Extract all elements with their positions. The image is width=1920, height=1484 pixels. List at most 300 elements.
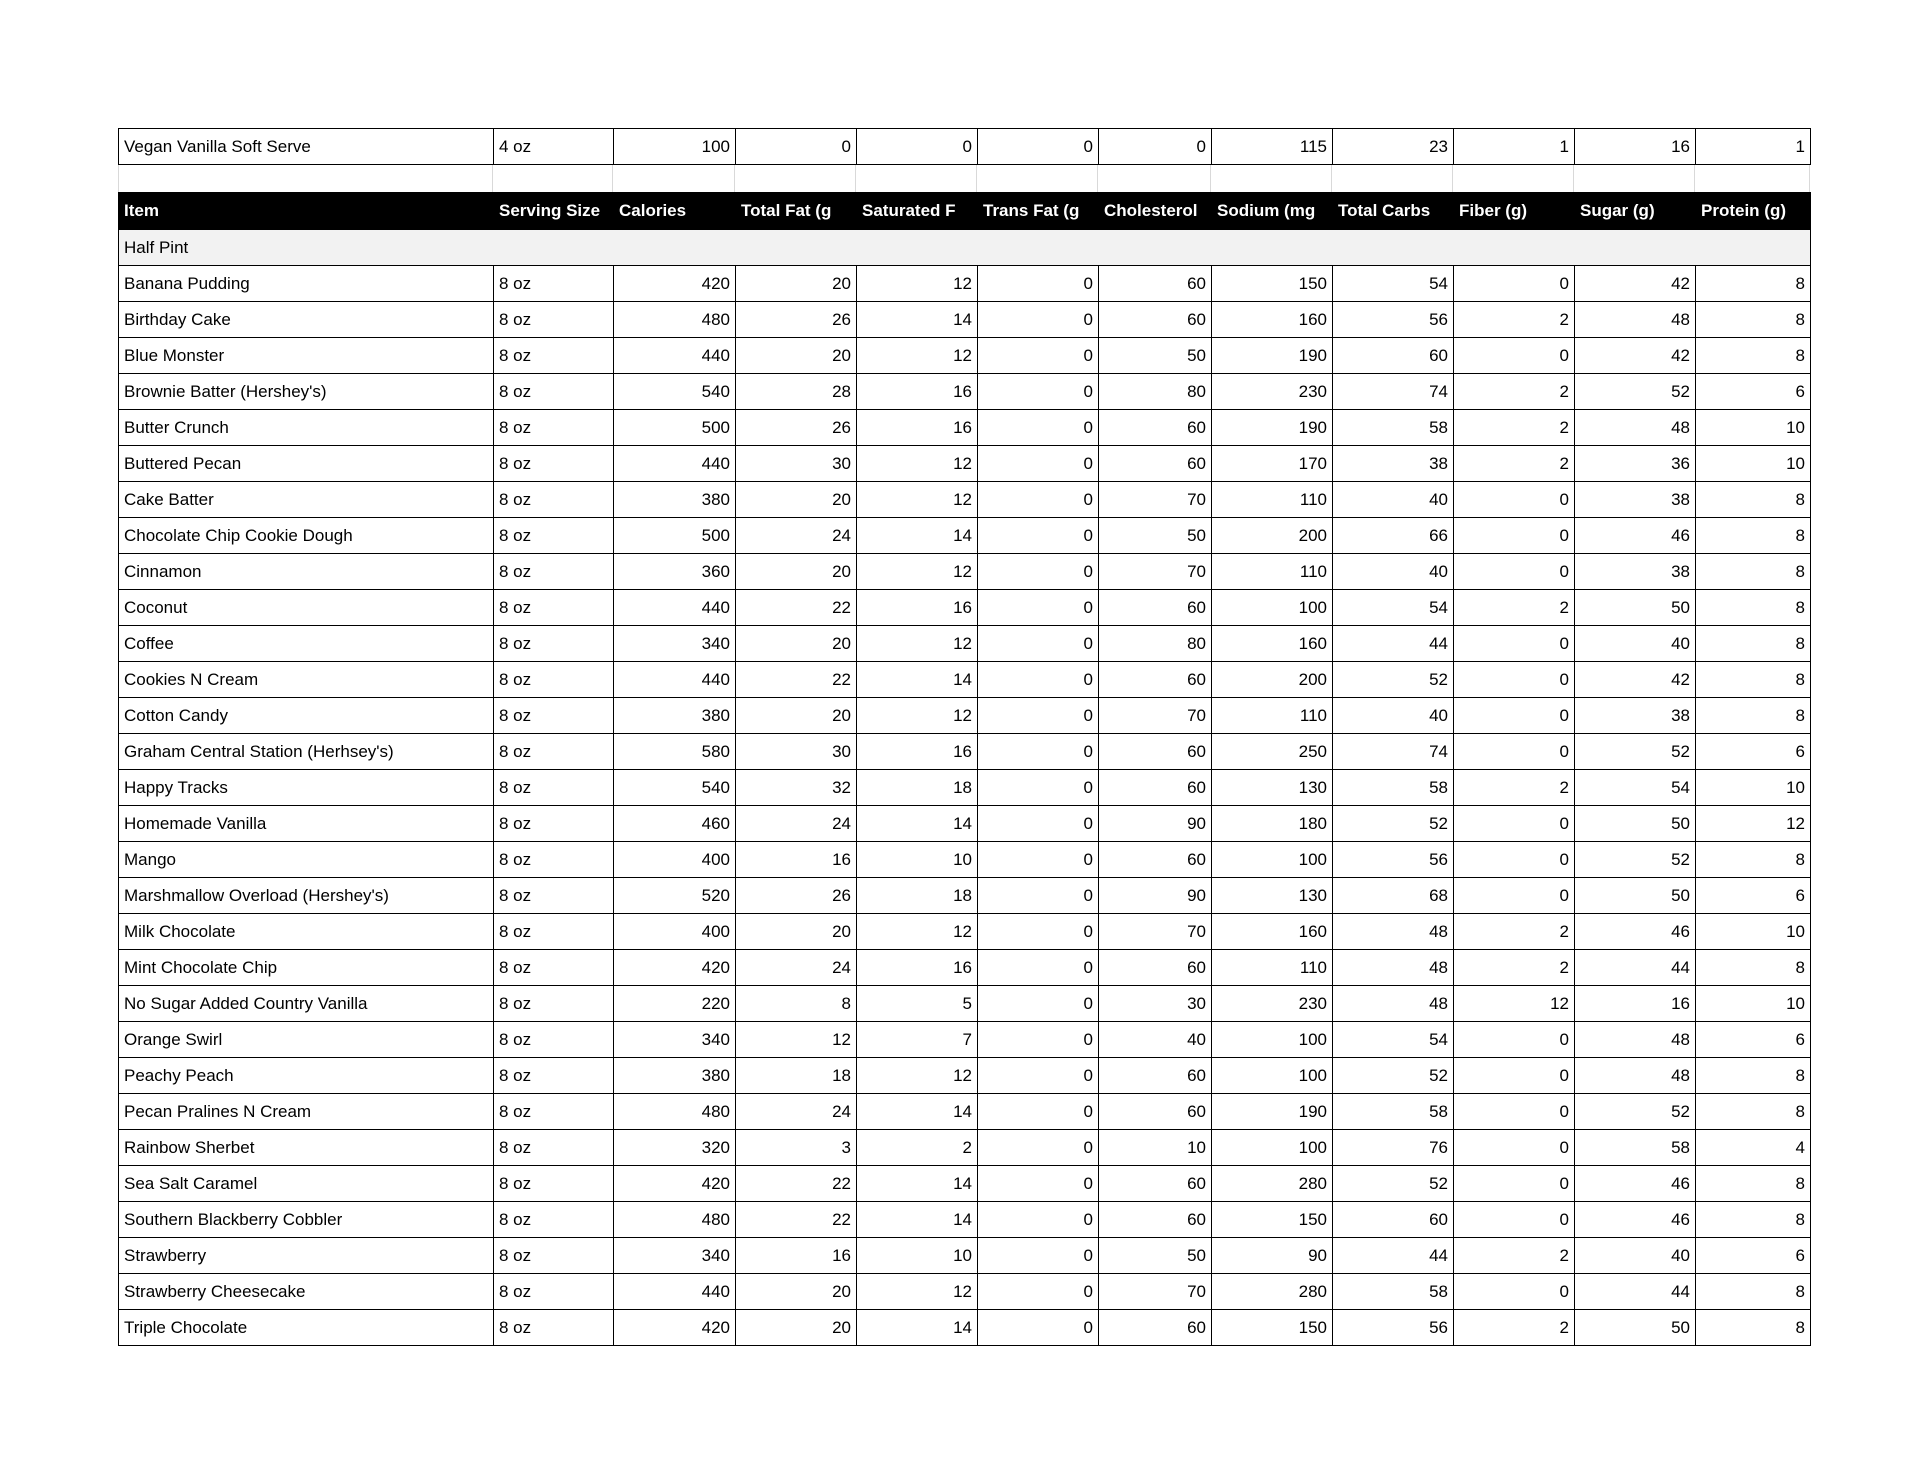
cell: 56 [1333,1310,1454,1346]
table-row [119,410,1811,446]
cell: 8 oz [494,950,614,986]
cell: Strawberry Cheesecake [119,1274,494,1310]
cell: 48 [1575,1022,1696,1058]
cell: 16 [736,842,857,878]
cell: 2 [1454,302,1575,338]
cell: 0 [1454,1274,1575,1310]
cell: 22 [736,1166,857,1202]
cell: 8 [1696,842,1811,878]
cell: 8 [1696,662,1811,698]
cell: 0 [978,1202,1099,1238]
cell: 0 [978,518,1099,554]
cell: 500 [614,410,736,446]
nutrition-table-body [119,193,1811,1346]
cell: 0 [978,734,1099,770]
column-header: Sugar (g) [1575,193,1696,230]
cell: 500 [614,518,736,554]
cell: 440 [614,338,736,374]
cell: 60 [1099,842,1212,878]
cell: Blue Monster [119,338,494,374]
cell: Brownie Batter (Hershey's) [119,374,494,410]
cell: 44 [1333,1238,1454,1274]
cell: 6 [1696,1022,1811,1058]
cell: 38 [1575,554,1696,590]
cell: 60 [1099,410,1212,446]
cell: Strawberry [119,1238,494,1274]
table-row [119,950,1811,986]
table-row [119,446,1811,482]
gap-cell [977,165,1098,192]
cell: 0 [1454,842,1575,878]
cell: 70 [1099,554,1212,590]
column-header: Protein (g) [1696,193,1811,230]
cell: 100 [1212,1130,1333,1166]
cell: 30 [1099,986,1212,1022]
cell: 0 [978,338,1099,374]
cell: 480 [614,1202,736,1238]
table-row [119,770,1811,806]
cell: 52 [1333,1058,1454,1094]
cell: 58 [1333,770,1454,806]
cell: 8 oz [494,410,614,446]
cell: 58 [1575,1130,1696,1166]
cell: 8 oz [494,1058,614,1094]
cell: 0 [1454,806,1575,842]
cell: 46 [1575,1166,1696,1202]
cell: 8 oz [494,734,614,770]
cell: 20 [736,698,857,734]
cell: 14 [857,662,978,698]
cell: 68 [1333,878,1454,914]
cell: 0 [978,482,1099,518]
gap-cell [493,165,613,192]
cell: 190 [1212,1094,1333,1130]
cell: 100 [614,129,736,165]
cell: 280 [1212,1166,1333,1202]
cell: Vegan Vanilla Soft Serve [119,129,494,165]
cell: 20 [736,482,857,518]
cell: 8 [1696,590,1811,626]
cell: 60 [1099,950,1212,986]
cell: 0 [978,1310,1099,1346]
cell: 170 [1212,446,1333,482]
cell: 8 [1696,482,1811,518]
cell: 2 [1454,590,1575,626]
cell: 0 [978,698,1099,734]
cell: 8 oz [494,1274,614,1310]
cell: 440 [614,590,736,626]
cell: 12 [857,626,978,662]
cell: 150 [1212,1310,1333,1346]
cell: 70 [1099,482,1212,518]
gap-cell [118,165,493,192]
cell: 14 [857,806,978,842]
cell: 160 [1212,914,1333,950]
cell: 380 [614,1058,736,1094]
cell: 12 [857,698,978,734]
cell: 52 [1575,1094,1696,1130]
cell: 7 [857,1022,978,1058]
cell: 2 [1454,770,1575,806]
cell: 8 [1696,554,1811,590]
cell: 60 [1333,1202,1454,1238]
cell: 54 [1333,590,1454,626]
cell: 20 [736,554,857,590]
cell: 8 oz [494,266,614,302]
cell: 110 [1212,950,1333,986]
cell: 340 [614,1238,736,1274]
cell: 48 [1333,914,1454,950]
cell: 0 [978,626,1099,662]
cell: 0 [978,374,1099,410]
cell: 58 [1333,1094,1454,1130]
cell: 230 [1212,986,1333,1022]
cell: 60 [1099,302,1212,338]
gap-cell [1453,165,1574,192]
cell: No Sugar Added Country Vanilla [119,986,494,1022]
cell: 48 [1333,950,1454,986]
table-row [119,129,1811,165]
cell: 480 [614,1094,736,1130]
cell: 12 [857,1058,978,1094]
cell: 8 oz [494,878,614,914]
table-row [119,986,1811,1022]
column-header: Sodium (mg [1212,193,1333,230]
gap-row [118,165,1811,192]
cell: 50 [1575,590,1696,626]
cell: 70 [1099,914,1212,950]
cell: Buttered Pecan [119,446,494,482]
cell: 420 [614,1166,736,1202]
cell: 8 oz [494,1238,614,1274]
cell: 130 [1212,878,1333,914]
cell: 1 [1696,129,1811,165]
table-row [119,626,1811,662]
cell: 0 [978,986,1099,1022]
cell: 23 [1333,129,1454,165]
cell: 12 [857,914,978,950]
cell: 20 [736,1310,857,1346]
header-row [119,193,1811,230]
cell: 50 [1099,1238,1212,1274]
cell: 22 [736,662,857,698]
cell: Chocolate Chip Cookie Dough [119,518,494,554]
cell: 8 [1696,302,1811,338]
gap-cell [1211,165,1332,192]
gap-cell [1098,165,1211,192]
cell: 0 [1454,554,1575,590]
cell: 100 [1212,590,1333,626]
cell: 42 [1575,662,1696,698]
cell: Birthday Cake [119,302,494,338]
cell: 2 [1454,446,1575,482]
cell: 40 [1333,482,1454,518]
cell: 44 [1333,626,1454,662]
table-row [119,842,1811,878]
cell: 0 [1454,878,1575,914]
gap-cell [1332,165,1453,192]
cell: 420 [614,950,736,986]
cell: 4 oz [494,129,614,165]
cell: 52 [1575,734,1696,770]
cell: 16 [1575,986,1696,1022]
cell: 50 [1099,338,1212,374]
cell: 10 [1696,446,1811,482]
cell: 150 [1212,266,1333,302]
cell: 0 [978,554,1099,590]
cell: 2 [1454,410,1575,446]
cell: 60 [1099,770,1212,806]
cell: 60 [1333,338,1454,374]
cell: 50 [1575,806,1696,842]
gap-cell [613,165,735,192]
cell: 60 [1099,734,1212,770]
cell: 10 [1696,410,1811,446]
column-header: Item [119,193,494,230]
cell: Sea Salt Caramel [119,1166,494,1202]
cell: 250 [1212,734,1333,770]
cell: 14 [857,1310,978,1346]
cell: 150 [1212,1202,1333,1238]
cell: 60 [1099,590,1212,626]
cell: 190 [1212,338,1333,374]
cell: 0 [1454,626,1575,662]
cell: 420 [614,1310,736,1346]
cell: 70 [1099,698,1212,734]
cell: 230 [1212,374,1333,410]
cell: 38 [1333,446,1454,482]
cell: 8 [1696,1094,1811,1130]
cell: 30 [736,446,857,482]
cell: 48 [1575,1058,1696,1094]
cell: Milk Chocolate [119,914,494,950]
column-header: Total Carbs [1333,193,1454,230]
cell: Cinnamon [119,554,494,590]
cell: 18 [736,1058,857,1094]
cell: 20 [736,266,857,302]
gap-cell [735,165,856,192]
cell: 380 [614,698,736,734]
table-row [119,1238,1811,1274]
cell: 36 [1575,446,1696,482]
cell: 8 [1696,698,1811,734]
cell: 8 [736,986,857,1022]
cell: Pecan Pralines N Cream [119,1094,494,1130]
cell: 0 [1454,1022,1575,1058]
cell: 50 [1099,518,1212,554]
cell: 60 [1099,1202,1212,1238]
cell: 0 [978,446,1099,482]
table-row [119,518,1811,554]
cell: 18 [857,770,978,806]
cell: 60 [1099,1166,1212,1202]
cell: 0 [978,302,1099,338]
cell: 22 [736,1202,857,1238]
cell: 12 [857,1274,978,1310]
cell: 14 [857,1166,978,1202]
gap-cell [1695,165,1810,192]
cell: 220 [614,986,736,1022]
cell: 8 [1696,338,1811,374]
cell: 44 [1575,1274,1696,1310]
table-row [119,554,1811,590]
cell: 0 [978,266,1099,302]
cell: 580 [614,734,736,770]
cell: 0 [978,1130,1099,1166]
column-header: Trans Fat (g [978,193,1099,230]
cell: 540 [614,770,736,806]
cell: 54 [1333,1022,1454,1058]
cell: 0 [1454,1166,1575,1202]
table-row [119,914,1811,950]
cell: 180 [1212,806,1333,842]
cell: 56 [1333,302,1454,338]
cell: Banana Pudding [119,266,494,302]
cell: 46 [1575,914,1696,950]
cell: 76 [1333,1130,1454,1166]
cell: 0 [978,1094,1099,1130]
cell: 0 [978,1058,1099,1094]
cell: 440 [614,1274,736,1310]
cell: Rainbow Sherbet [119,1130,494,1166]
gap-cell [856,165,977,192]
cell: 16 [857,950,978,986]
cell: 0 [978,770,1099,806]
section-row [119,230,1811,266]
cell: 8 oz [494,1022,614,1058]
table-row [119,1022,1811,1058]
cell: 8 [1696,626,1811,662]
cell: 52 [1333,662,1454,698]
cell: 0 [1454,1202,1575,1238]
cell: Southern Blackberry Cobbler [119,1202,494,1238]
cell: 8 oz [494,446,614,482]
cell: 8 [1696,1202,1811,1238]
cell: 110 [1212,554,1333,590]
section-label: Half Pint [119,230,1811,266]
cell: 20 [736,338,857,374]
cell: 380 [614,482,736,518]
cell: 0 [978,1022,1099,1058]
cell: 52 [1575,842,1696,878]
cell: 12 [1696,806,1811,842]
cell: 8 oz [494,1202,614,1238]
table-row [119,1058,1811,1094]
table-row [119,1130,1811,1166]
cell: Peachy Peach [119,1058,494,1094]
cell: 320 [614,1130,736,1166]
cell: 280 [1212,1274,1333,1310]
cell: 18 [857,878,978,914]
cell: 8 [1696,950,1811,986]
cell: 0 [1454,1130,1575,1166]
gap-cell [1574,165,1695,192]
cell: 52 [1333,1166,1454,1202]
table-row [119,698,1811,734]
cell: 24 [736,950,857,986]
cell: 8 [1696,1310,1811,1346]
cell: 8 oz [494,1130,614,1166]
cell: 8 oz [494,698,614,734]
table-row [119,302,1811,338]
leading-table [118,128,1811,165]
column-header: Fiber (g) [1454,193,1575,230]
cell: 160 [1212,626,1333,662]
cell: 26 [736,410,857,446]
cell: 38 [1575,698,1696,734]
cell: 100 [1212,1058,1333,1094]
cell: 26 [736,302,857,338]
cell: 0 [736,129,857,165]
cell: 70 [1099,1274,1212,1310]
cell: 26 [736,878,857,914]
cell: 0 [1099,129,1212,165]
cell: 8 [1696,266,1811,302]
cell: 48 [1575,302,1696,338]
cell: 10 [857,1238,978,1274]
cell: 90 [1099,878,1212,914]
table-row [119,590,1811,626]
cell: 20 [736,626,857,662]
cell: 8 oz [494,662,614,698]
cell: 16 [857,410,978,446]
cell: 52 [1333,806,1454,842]
cell: 0 [978,1238,1099,1274]
column-header: Saturated F [857,193,978,230]
table-row [119,806,1811,842]
table-row [119,878,1811,914]
cell: 22 [736,590,857,626]
cell: 16 [857,590,978,626]
cell: 200 [1212,518,1333,554]
cell: 0 [978,914,1099,950]
table-row [119,1310,1811,1346]
cell: 400 [614,842,736,878]
cell: 10 [1696,770,1811,806]
cell: 16 [736,1238,857,1274]
table-row [119,266,1811,302]
cell: 74 [1333,374,1454,410]
cell: 44 [1575,950,1696,986]
cell: 20 [736,914,857,950]
cell: 12 [1454,986,1575,1022]
cell: 10 [1696,914,1811,950]
cell: 0 [978,662,1099,698]
cell: Marshmallow Overload (Hershey's) [119,878,494,914]
cell: 0 [978,410,1099,446]
table-row [119,1274,1811,1310]
cell: 8 oz [494,842,614,878]
cell: 40 [1333,698,1454,734]
cell: 2 [1454,1310,1575,1346]
cell: 60 [1099,662,1212,698]
cell: 50 [1575,1310,1696,1346]
cell: 130 [1212,770,1333,806]
cell: 8 oz [494,482,614,518]
cell: 16 [1575,129,1696,165]
cell: 40 [1575,1238,1696,1274]
cell: 0 [1454,662,1575,698]
cell: 8 [1696,1058,1811,1094]
nutrition-table [118,192,1811,1346]
cell: 12 [857,446,978,482]
cell: 0 [1454,698,1575,734]
cell: 0 [1454,734,1575,770]
cell: Cotton Candy [119,698,494,734]
cell: 12 [857,482,978,518]
cell: 58 [1333,1274,1454,1310]
table-row [119,1094,1811,1130]
